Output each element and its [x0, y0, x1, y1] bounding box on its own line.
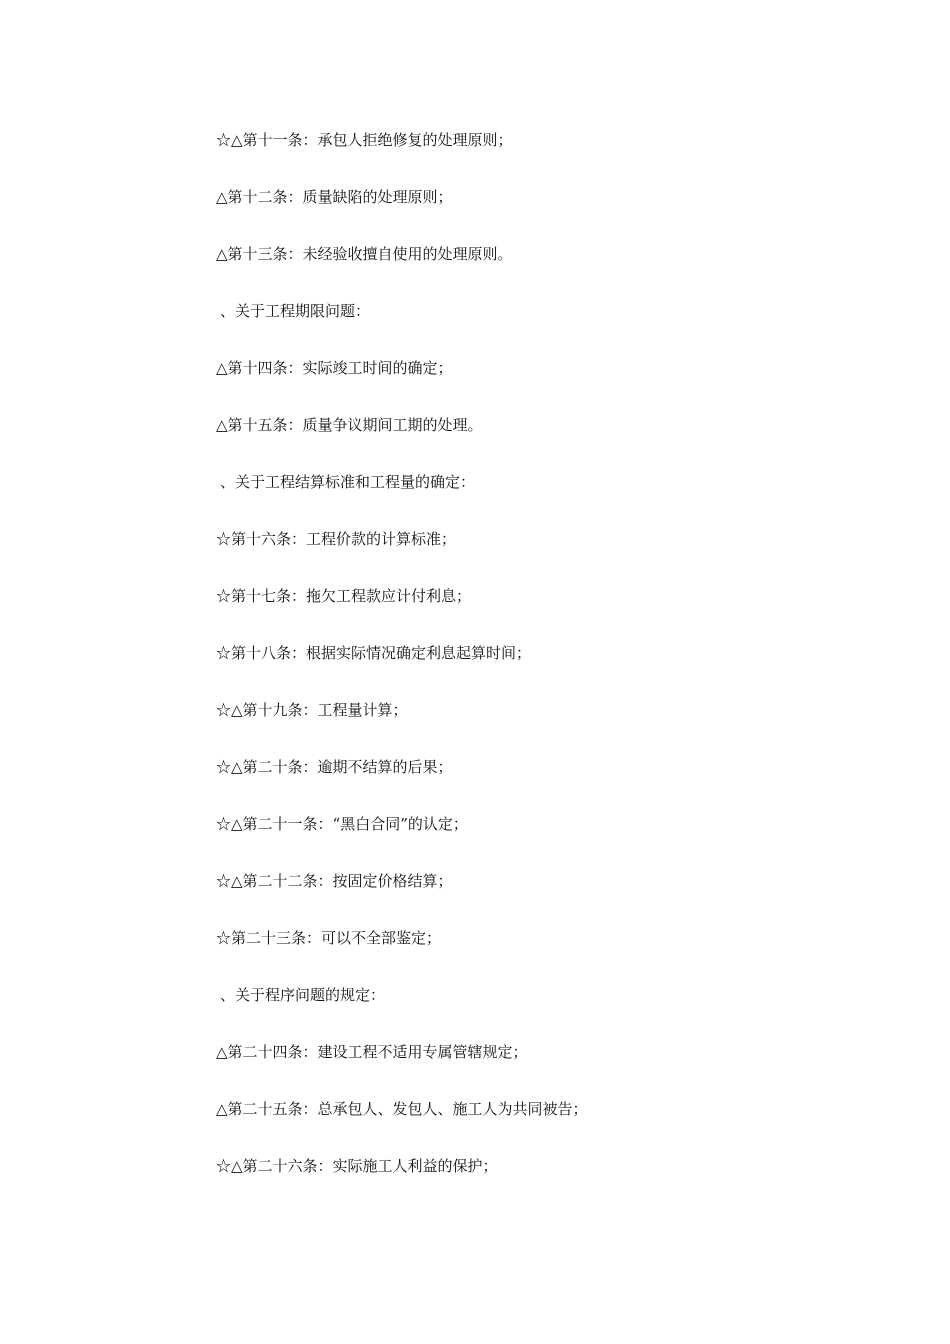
- clause-line: ☆第二十三条：可以不全部鉴定；: [216, 929, 442, 947]
- clause-line: ☆△第二十六条：实际施工人利益的保护；: [216, 1157, 498, 1175]
- clause-line: ☆第十八条：根据实际情况确定利息起算时间；: [216, 644, 532, 662]
- clause-line: △第二十五条：总承包人、发包人、施工人为共同被告；: [216, 1100, 588, 1118]
- clause-line: ☆△第二十条：逾期不结算的后果；: [216, 758, 453, 776]
- section-heading: 、关于程序问题的规定：: [220, 986, 386, 1004]
- section-heading: 、关于工程期限问题：: [220, 302, 371, 320]
- clause-line: ☆△第二十二条：按固定价格结算；: [216, 872, 453, 890]
- clause-line: ☆第十六条：工程价款的计算标准；: [216, 530, 457, 548]
- clause-line: ☆△第二十一条：“黑白合同”的认定；: [216, 815, 468, 833]
- section-heading: 、关于工程结算标准和工程量的确定：: [220, 473, 476, 491]
- clause-line: ☆△第十一条：承包人拒绝修复的处理原则；: [216, 131, 513, 149]
- clause-line: ☆第十七条：拖欠工程款应计付利息；: [216, 587, 472, 605]
- clause-line: △第十二条：质量缺陷的处理原则；: [216, 188, 453, 206]
- clause-line: △第十五条：质量争议期间工期的处理。: [216, 416, 483, 434]
- clause-line: △第十三条：未经验收擅自使用的处理原则。: [216, 245, 513, 263]
- clause-line: △第二十四条：建设工程不适用专属管辖规定；: [216, 1043, 528, 1061]
- document-body: [216, 126, 896, 1209]
- clause-line: ☆△第十九条：工程量计算；: [216, 701, 408, 719]
- clause-line: △第十四条：实际竣工时间的确定；: [216, 359, 453, 377]
